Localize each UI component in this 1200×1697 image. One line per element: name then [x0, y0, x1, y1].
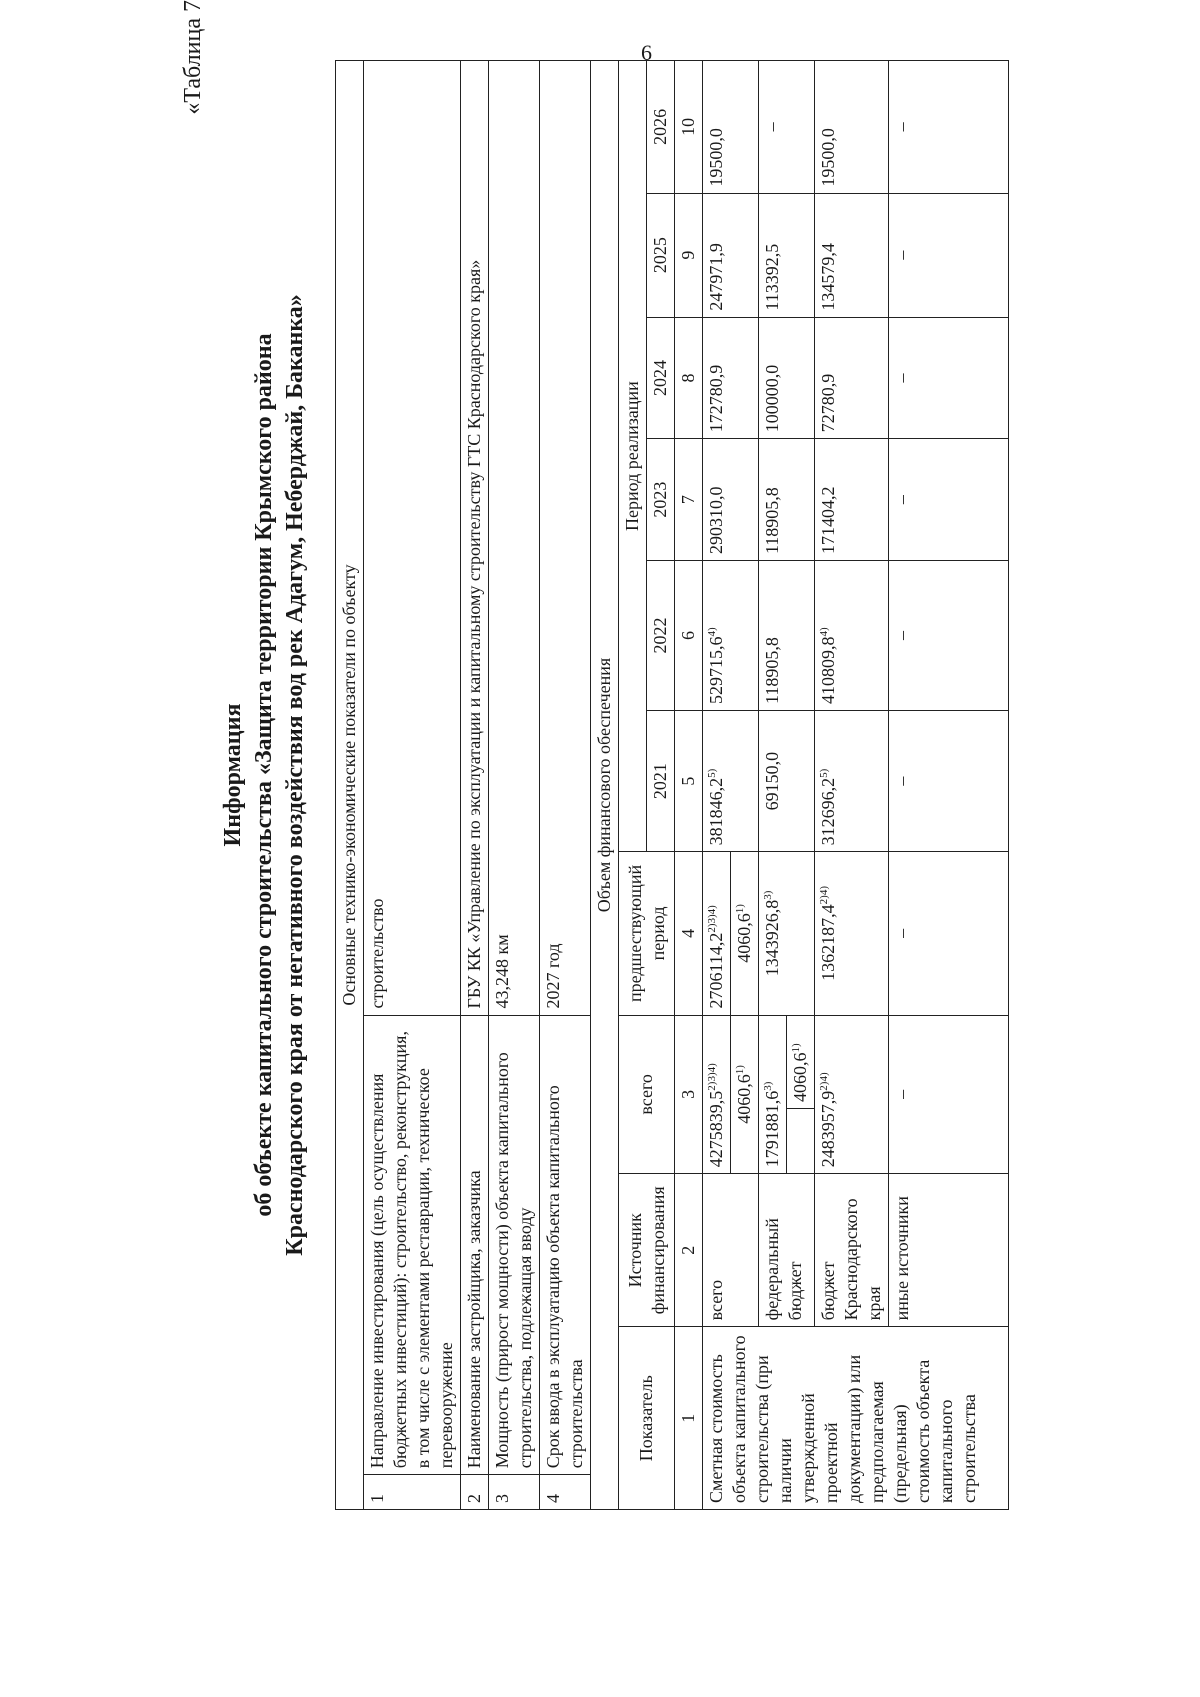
row-label: Срок ввода в эксплуатацию объекта капитального строительства: [540, 1015, 591, 1475]
column-number: 1: [675, 1327, 703, 1510]
previous-period-cell: 1343926,8$^{3)}$: [759, 852, 815, 1015]
year-cell: 247971,9: [703, 193, 759, 317]
previous-period-cell: $2706114,2^{2)3)4)}$: [703, 852, 731, 1015]
previous-period-cell: –: [889, 852, 1009, 1015]
object-info-table: [335, 60, 1009, 1510]
title-line-3: Краснодарского края от негативного воздействия вод рек Адагум, Неберджай, Баканка»: [282, 294, 308, 1256]
year-cell: 290310,0: [703, 439, 759, 561]
year-cell: 72780,9: [815, 317, 889, 439]
total-cell: $4275839,5^{2)3)4)}$: [703, 1015, 731, 1174]
total-cell: 1791881,6$^{3)}$: [759, 1015, 787, 1174]
total-sub-cell: 4060,6$^{1)}$: [787, 1015, 815, 1108]
header-year: 2024: [647, 317, 675, 439]
column-number: 6: [675, 561, 703, 711]
header-previous-period: предшествующий период: [619, 852, 675, 1015]
year-cell: 312696,2$^{5)}$: [815, 711, 889, 852]
total-sub-cell: 4060,6$^{1)}$: [731, 1015, 759, 1174]
table-row: [461, 61, 489, 1510]
section1-heading: Основные технико-экономические показатели по объекту: [336, 61, 364, 1510]
indicator-cell: Сметная стоимость объекта капитального строительства (при наличии утвержденной проектной документации) или предполагаемая (предельная) стоимость объекта капитального строительства: [703, 1327, 1009, 1510]
year-cell: 100000,0: [759, 317, 815, 439]
row-number: 4: [540, 1475, 591, 1510]
header-indicator: Показатель: [619, 1327, 675, 1510]
column-number: 8: [675, 317, 703, 439]
header-period: Период реализации: [619, 61, 647, 852]
total-cell: $2483957,9^{2)4)}$: [815, 1015, 889, 1174]
source-cell: бюджет Краснодарского края: [815, 1174, 889, 1327]
year-cell: –: [889, 193, 1009, 317]
year-cell: –: [759, 61, 815, 194]
header-year: 2021: [647, 711, 675, 852]
header-source: Источник финансирования: [619, 1174, 675, 1327]
column-number: 3: [675, 1015, 703, 1174]
source-cell: иные источники: [889, 1174, 1009, 1327]
page-number: 6: [641, 40, 652, 65]
row-number: 2: [461, 1475, 489, 1510]
document-title: [218, 0, 311, 1550]
header-year: 2023: [647, 439, 675, 561]
title-line-2: об объекте капитального строительства «Защита территории Крымского района: [251, 333, 277, 1217]
year-cell: 113392,5: [759, 193, 815, 317]
row-label: Наименование застройщика, заказчика: [461, 1015, 489, 1475]
previous-period-sub-cell: 4060,6$^{1)}$: [731, 852, 759, 1015]
column-number: 10: [675, 61, 703, 194]
row-value: строительство: [364, 61, 461, 1016]
column-number-row: [675, 61, 703, 1510]
header-year: 2025: [647, 193, 675, 317]
table-row: [364, 61, 461, 1510]
year-cell: 118905,8: [759, 561, 815, 711]
row-label: Мощность (прирост мощности) объекта капитального строительства, подлежащая вводу: [489, 1015, 540, 1475]
column-number: 2: [675, 1174, 703, 1327]
year-cell: 171404,2: [815, 439, 889, 561]
source-cell: федеральный бюджет: [759, 1174, 815, 1327]
column-number: 9: [675, 193, 703, 317]
year-cell: 19500,0: [815, 61, 889, 194]
year-cell: 134579,4: [815, 193, 889, 317]
table-row-regional: [815, 61, 889, 1510]
column-number: 7: [675, 439, 703, 561]
row-value: 2027 год: [540, 61, 591, 1016]
row-value: 43,248 км: [489, 61, 540, 1016]
table-row-other: [889, 61, 1009, 1510]
year-cell: –: [889, 711, 1009, 852]
year-cell: –: [889, 561, 1009, 711]
year-cell: 381846,2$^{5)}$: [703, 711, 759, 852]
table-row: [540, 61, 591, 1510]
table-row: [489, 61, 540, 1510]
total-cell: –: [889, 1015, 1009, 1174]
row-label: Направление инвестирования (цель осуществления бюджетных инвестиций): строительство, реконструкция, в том числе с элементами реставрации, техническое перевооружение: [364, 1015, 461, 1475]
header-total: всего: [619, 1015, 675, 1174]
source-cell: всего: [703, 1174, 759, 1327]
year-cell: 172780,9: [703, 317, 759, 439]
header-row: [619, 61, 647, 1510]
header-year: 2022: [647, 561, 675, 711]
table-row-total: [703, 61, 731, 1510]
year-cell: 410809,8$^{4)}$: [815, 561, 889, 711]
year-cell: –: [889, 439, 1009, 561]
year-cell: 118905,8: [759, 439, 815, 561]
year-cell: –: [889, 61, 1009, 194]
section2-heading: Объем финансового обеспечения: [591, 61, 619, 1510]
table-row-federal: [759, 61, 787, 1510]
header-year: 2026: [647, 61, 675, 194]
row-value: ГБУ КК «Управление по эксплуатации и капитальному строительству ГТС Краснодарского края»: [461, 61, 489, 1016]
year-cell: 69150,0: [759, 711, 815, 852]
year-cell: 19500,0: [703, 61, 759, 194]
year-cell: –: [889, 317, 1009, 439]
column-number: 4: [675, 852, 703, 1015]
table-label: «Таблица 7: [180, 0, 206, 115]
rotated-page-content: [180, 0, 1080, 1550]
row-number: 1: [364, 1475, 461, 1510]
title-line-1: Информация: [220, 703, 246, 847]
previous-period-cell: $1362187,4^{2)4)}$: [815, 852, 889, 1015]
year-cell: 529715,6$^{4)}$: [703, 561, 759, 711]
column-number: 5: [675, 711, 703, 852]
row-number: 3: [489, 1475, 540, 1510]
